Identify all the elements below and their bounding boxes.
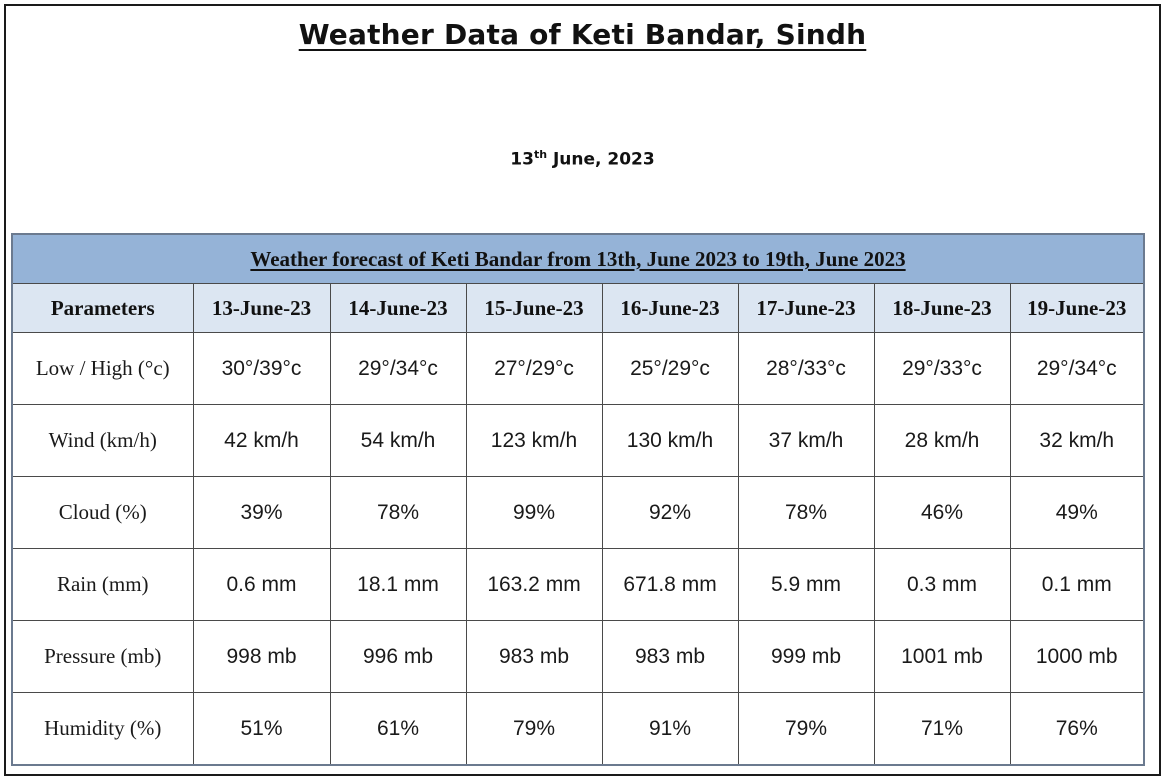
value-cell: 998 mb [193,621,330,693]
table-row [12,333,1144,405]
date-suffix: th [533,148,548,161]
value-cell: 78% [738,477,874,549]
parameter-cell: Pressure (mb) [12,621,193,693]
value-cell: 42 km/h [193,405,330,477]
value-cell: 79% [466,693,602,766]
parameter-cell: Cloud (%) [12,477,193,549]
header-date: 17-June-23 [738,284,874,333]
table-caption: Weather forecast of Keti Bandar from 13th, June 2023 to 19th, June 2023 [12,234,1144,284]
value-cell: 1001 mb [874,621,1010,693]
parameter-cell: Low / High (°c) [12,333,193,405]
value-cell: 123 km/h [466,405,602,477]
value-cell: 71% [874,693,1010,766]
value-cell: 30°/39°c [193,333,330,405]
value-cell: 29°/33°c [874,333,1010,405]
value-cell: 18.1 mm [330,549,466,621]
value-cell: 983 mb [466,621,602,693]
table-row [12,621,1144,693]
value-cell: 163.2 mm [466,549,602,621]
header-parameters: Parameters [12,284,193,333]
value-cell: 5.9 mm [738,549,874,621]
value-cell: 1000 mb [1010,621,1144,693]
value-cell: 51% [193,693,330,766]
value-cell: 996 mb [330,621,466,693]
value-cell: 46% [874,477,1010,549]
header-date: 13-June-23 [193,284,330,333]
value-cell: 130 km/h [602,405,738,477]
value-cell: 29°/34°c [330,333,466,405]
parameter-cell: Wind (km/h) [12,405,193,477]
value-cell: 61% [330,693,466,766]
value-cell: 32 km/h [1010,405,1144,477]
value-cell: 39% [193,477,330,549]
value-cell: 49% [1010,477,1144,549]
header-date: 16-June-23 [602,284,738,333]
value-cell: 28°/33°c [738,333,874,405]
header-date: 15-June-23 [466,284,602,333]
header-date: 14-June-23 [330,284,466,333]
forecast-table [11,233,1145,766]
value-cell: 25°/29°c [602,333,738,405]
document-date [6,148,1159,170]
value-cell: 29°/34°c [1010,333,1144,405]
table-caption-row [12,234,1144,284]
value-cell: 92% [602,477,738,549]
table-row [12,549,1144,621]
value-cell: 54 km/h [330,405,466,477]
value-cell: 99% [466,477,602,549]
table-body [12,333,1144,766]
value-cell: 0.6 mm [193,549,330,621]
document-title: Weather Data of Keti Bandar, Sindh [298,18,867,51]
forecast-table-wrapper [11,233,1148,766]
value-cell: 27°/29°c [466,333,602,405]
header-date: 18-June-23 [874,284,1010,333]
header-date: 19-June-23 [1010,284,1144,333]
parameter-cell: Humidity (%) [12,693,193,766]
value-cell: 91% [602,693,738,766]
value-cell: 28 km/h [874,405,1010,477]
value-cell: 999 mb [738,621,874,693]
value-cell: 76% [1010,693,1144,766]
document-frame [4,4,1161,776]
value-cell: 78% [330,477,466,549]
table-row [12,477,1144,549]
value-cell: 0.1 mm [1010,549,1144,621]
table-header-row [12,284,1144,333]
table-row [12,693,1144,766]
value-cell: 0.3 mm [874,549,1010,621]
parameter-cell: Rain (mm) [12,549,193,621]
date-day: 13 [510,149,534,170]
value-cell: 79% [738,693,874,766]
date-rest: June, 2023 [547,149,655,170]
value-cell: 37 km/h [738,405,874,477]
table-row [12,405,1144,477]
value-cell: 671.8 mm [602,549,738,621]
value-cell: 983 mb [602,621,738,693]
